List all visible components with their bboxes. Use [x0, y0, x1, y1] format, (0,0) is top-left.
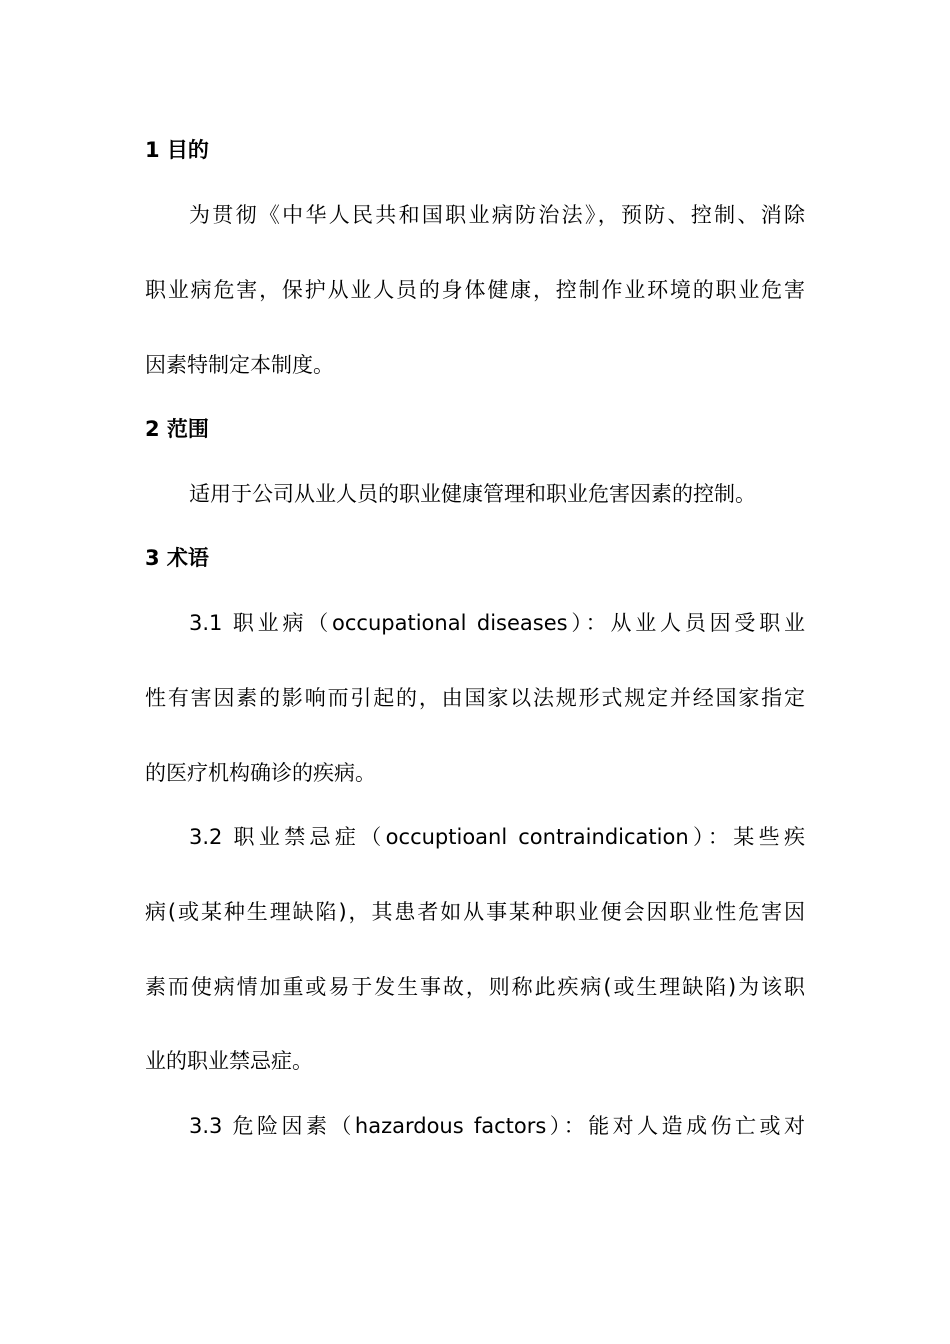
term-3-2-line-2: 病(或某种生理缺陷)，其患者如从事某种职业便会因职业性危害因 — [145, 900, 805, 924]
term-3-2-line-4: 业的职业禁忌症。 — [145, 1049, 313, 1073]
term-3-1-line-3: 的医疗机构确诊的疾病。 — [145, 761, 376, 785]
term-3-2-line-1: 3.2 职业禁忌症（occuptioanl contraindication）：某些疾 — [189, 825, 805, 849]
term-3-2-line-3: 素而使病情加重或易于发生事故，则称此疾病(或生理缺陷)为该职 — [145, 975, 805, 999]
section-heading-purpose: 1 目的 — [145, 138, 209, 162]
term-3-3-line-1: 3.3 危险因素（hazardous factors）：能对人造成伤亡或对 — [189, 1114, 805, 1138]
section-heading-terms: 3 术语 — [145, 546, 209, 570]
scope-line-1: 适用于公司从业人员的职业健康管理和职业危害因素的控制。 — [189, 482, 756, 506]
purpose-line-2: 职业病危害，保护从业人员的身体健康，控制作业环境的职业危害 — [145, 278, 805, 302]
purpose-line-1: 为贯彻《中华人民共和国职业病防治法》，预防、控制、消除 — [189, 203, 805, 227]
term-3-1-line-2: 性有害因素的影响而引起的，由国家以法规形式规定并经国家指定 — [145, 686, 805, 710]
section-heading-scope: 2 范围 — [145, 417, 209, 441]
term-3-1-line-1: 3.1 职业病（occupational diseases）：从业人员因受职业 — [189, 611, 805, 635]
purpose-line-3: 因素特制定本制度。 — [145, 353, 334, 377]
